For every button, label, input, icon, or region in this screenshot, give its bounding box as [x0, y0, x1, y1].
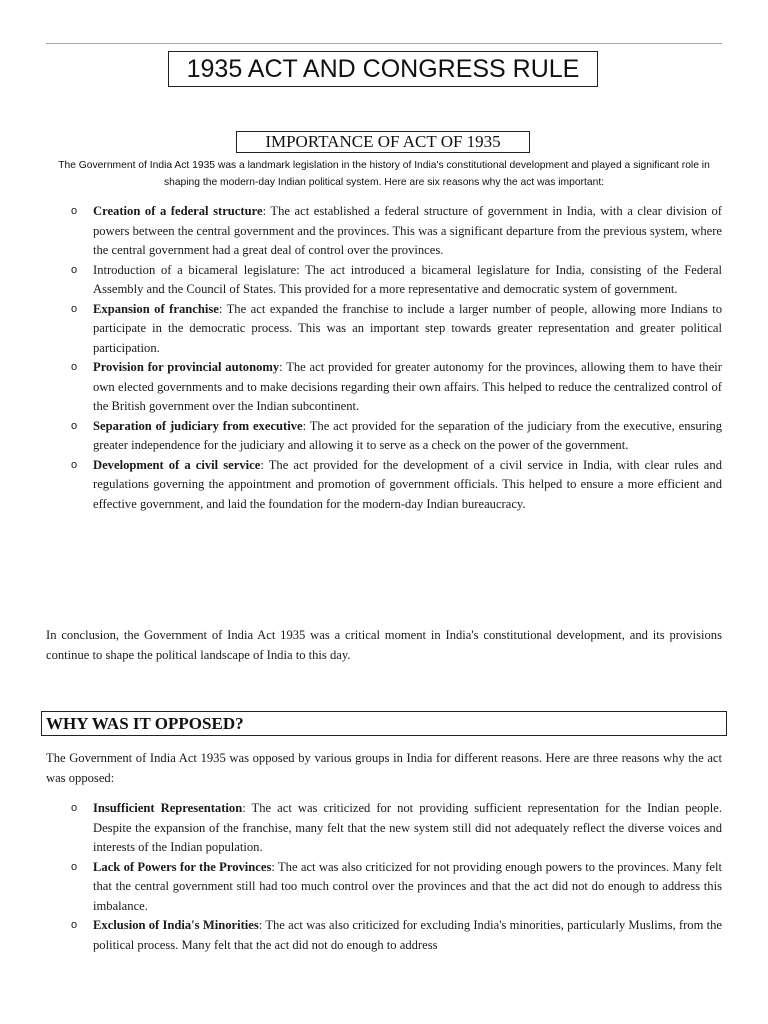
list-item-term: Creation of a federal structure [93, 204, 263, 218]
list-item-term: Development of a civil service [93, 457, 261, 472]
list-item-term: Lack of Powers for the Provinces [93, 859, 272, 874]
opposed-heading: WHY WAS IT OPPOSED? [41, 711, 727, 736]
list-item-term: Separation of judiciary from executive [93, 418, 303, 433]
list-item [46, 858, 722, 917]
list-item-text: : The act was also criticized for excluding India's minorities, particularly Muslims, from the political process. Many felt that the act did not do enough to address [93, 918, 723, 952]
bullet-circle-icon: o [71, 919, 78, 931]
opposed-list [46, 799, 722, 955]
bullet-circle-icon: o [71, 263, 78, 276]
list-item [46, 300, 722, 359]
opposed-intro-paragraph: The Government of India Act 1935 was opposed by various groups in India for different reasons. Here are three reasons why the act was opposed: [46, 751, 722, 785]
list-item-text: : The act expanded the franchise to include a larger number of people, allowing more Indians to participate in the democratic process. This was an important step towards greater representation and greater political participation. [93, 301, 722, 355]
list-item-term: Provision for provincial autonomy [93, 360, 280, 374]
bullet-circle-icon: o [71, 458, 78, 471]
importance-heading: IMPORTANCE OF ACT OF 1935 [236, 131, 530, 153]
list-item [46, 358, 722, 417]
list-item-term: Expansion of franchise [93, 301, 219, 316]
list-item [46, 456, 722, 515]
list-item-text: : The act was criticized for not providing sufficient representation for the Indian people. Despite the expansion of the franchise, many felt that the new system still did not adequately reflect the diverse voices and interests of the Indian population. [93, 801, 723, 854]
list-item-term: Insufficient Representation [93, 801, 243, 815]
list-item-text: : The act provided for the separation of the judiciary from the executive, ensuring greater independence for the judiciary and allowing it to serve as a check on the power of the government. [93, 418, 722, 452]
bullet-circle-icon: o [71, 860, 78, 873]
list-item [46, 261, 722, 300]
intro-paragraph: The Government of India Act 1935 was a landmark legislation in the history of India's constitutional development and played a significant role in shaping the modern-day Indian political system. Here are six reasons why the act was important: [58, 160, 710, 188]
document-title: 1935 ACT AND CONGRESS RULE [168, 51, 598, 87]
conclusion-paragraph: In conclusion, the Government of India Act 1935 was a critical moment in India's constitutional development, and its provisions continue to shape the political landscape of India to this day. [46, 628, 722, 662]
list-item-text: Introduction of a bicameral legislature: The act introduced a bicameral legislature for India, consisting of the Federal Assembly and the Council of States. This provided for a more representative and democratic system of government. [93, 262, 722, 296]
list-item [46, 916, 722, 955]
header-rule [46, 43, 722, 44]
bullet-circle-icon: o [71, 802, 78, 814]
bullet-circle-icon: o [71, 302, 78, 315]
list-item [46, 799, 722, 858]
importance-list [46, 202, 722, 514]
list-item-text: : The act provided for the development of a civil service in India, with clear rules and regulations governing the appointment and promotion of government officials. This helped to ensure a more efficient and effective government, and laid the foundation for the modern-day Indian bureaucracy. [93, 457, 722, 511]
bullet-circle-icon: o [71, 419, 78, 432]
list-item-text: : The act was also criticized for not providing enough powers to the provinces. Many felt that the central government still had too much control over the provinces and that the act did not do enough to address this imbalance. [93, 859, 722, 913]
list-item [46, 202, 722, 261]
list-item [46, 417, 722, 456]
bullet-circle-icon: o [71, 361, 78, 373]
list-item-text: : The act provided for greater autonomy for the provinces, allowing them to have their own elected governments and to make decisions regarding their own affairs. This helped to reduce the centralized control of the British government over the Indian subcontinent. [93, 360, 722, 413]
list-item-term: Exclusion of India's Minorities [93, 918, 259, 932]
list-item-text: : The act established a federal structure of government in India, with a clear division of powers between the central government and the provinces. This was a significant departure from the previous system, where the central government had a great deal of control over the provinces. [93, 204, 723, 257]
bullet-circle-icon: o [71, 205, 78, 217]
